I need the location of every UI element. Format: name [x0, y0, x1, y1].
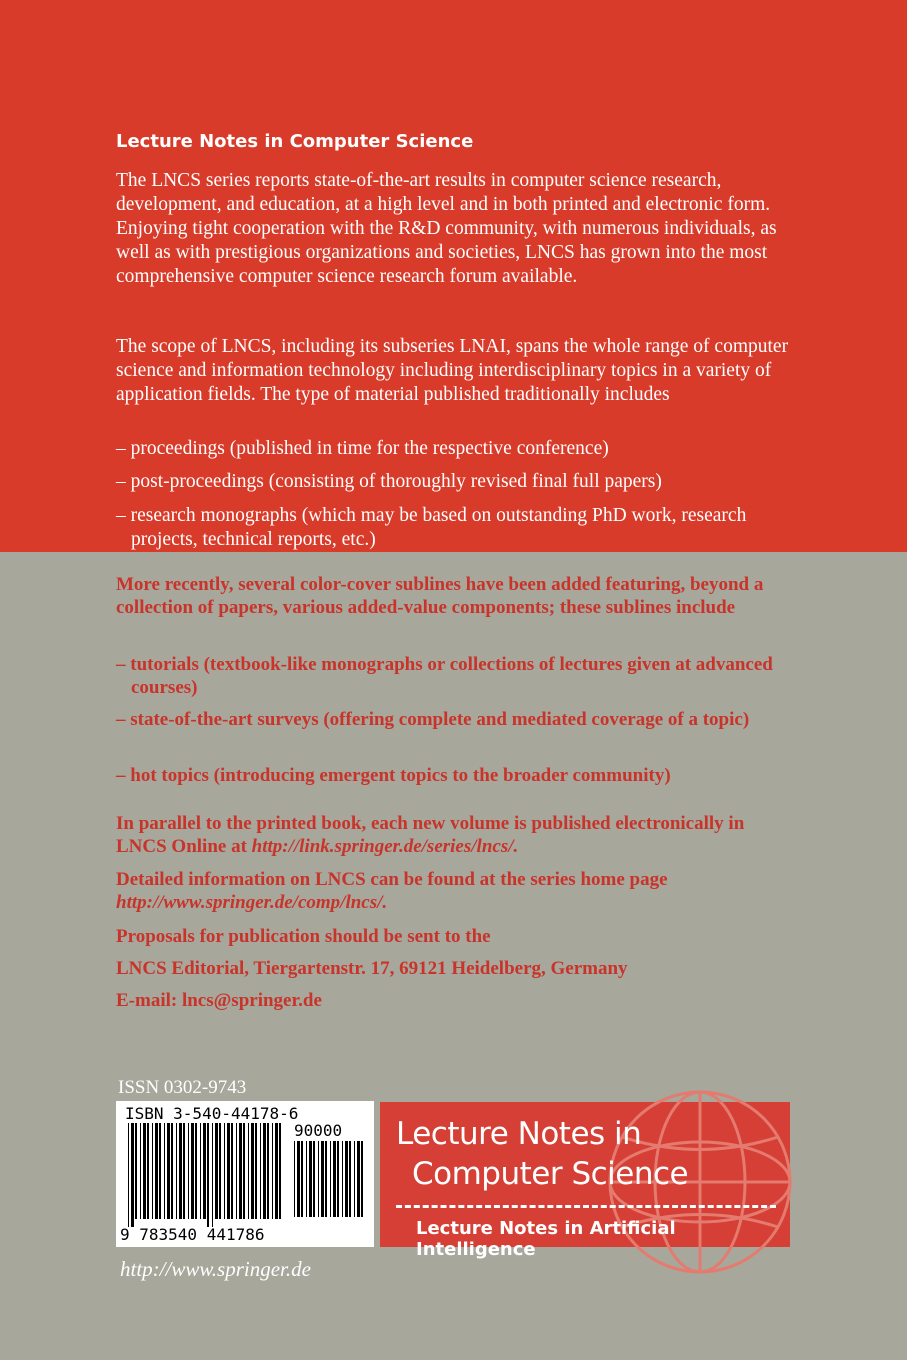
barcode-bar	[176, 1123, 177, 1219]
barcode-bar	[164, 1123, 165, 1219]
barcode-bar	[330, 1141, 331, 1217]
barcode-bar	[294, 1141, 295, 1217]
barcode-bar	[179, 1123, 182, 1219]
barcode-bar	[140, 1123, 141, 1219]
barcode-bar	[306, 1141, 307, 1217]
online-text: In parallel to the printed book, each new volume is published electronically in LNCS Online at	[116, 813, 745, 857]
barcode-bar	[325, 1141, 327, 1217]
publisher-url-link[interactable]: http://www.springer.de	[120, 1257, 311, 1281]
barcode-bar	[147, 1123, 149, 1219]
barcode-bar	[135, 1123, 137, 1219]
barcode-bar	[309, 1141, 312, 1217]
info-paragraph	[116, 868, 796, 914]
material-item-monographs: – research monographs (which may be based on outstanding PhD work, research projects, technical reports, etc.)	[116, 505, 747, 550]
barcode-bar	[260, 1123, 261, 1219]
barcode-bar	[243, 1123, 245, 1219]
subline-item-tutorials: – tutorials (textbook-like monographs or collections of lectures given at advanced courses)	[116, 654, 773, 698]
barcode-bar	[255, 1123, 257, 1219]
barcode-bar	[200, 1123, 201, 1219]
barcode-bar	[171, 1123, 173, 1219]
barcode-main-bars	[128, 1123, 286, 1227]
series-home-link[interactable]: http://www.springer.de/comp/lncs/.	[116, 892, 388, 913]
barcode-bar	[159, 1123, 161, 1219]
barcode-bar	[251, 1123, 254, 1219]
logo-dashed-divider	[396, 1205, 776, 1208]
barcode-bar	[188, 1123, 189, 1219]
barcode-bar	[215, 1123, 218, 1219]
barcode-bar	[131, 1123, 134, 1227]
barcode-bar	[354, 1141, 355, 1217]
issn-number: ISSN 0302-9743	[118, 1077, 247, 1098]
barcode-bar	[227, 1123, 230, 1219]
barcode-bar	[333, 1141, 336, 1217]
barcode-bar	[337, 1141, 339, 1217]
barcode-bar	[263, 1123, 266, 1219]
series-title: Lecture Notes in Computer Science	[116, 131, 474, 152]
barcode-bar	[207, 1123, 209, 1227]
logo-subtitle: Lecture Notes in Artificial Intelligence	[416, 1218, 676, 1260]
barcode-bar	[203, 1123, 206, 1219]
barcode-bar	[231, 1123, 233, 1219]
barcode-bar	[357, 1141, 360, 1217]
barcode-bar	[155, 1123, 158, 1219]
subline-item-surveys: – state-of-the-art surveys (offering complete and mediated coverage of a topic)	[116, 709, 750, 730]
barcode-bar	[236, 1123, 237, 1219]
barcode-bar	[267, 1123, 269, 1219]
barcode-bar	[272, 1123, 273, 1219]
barcode-bar	[342, 1141, 343, 1217]
lncs-logo	[380, 1102, 790, 1260]
barcode-bar	[224, 1123, 225, 1219]
barcode-bar	[313, 1141, 315, 1217]
barcode-bar	[191, 1123, 194, 1219]
barcode-bar	[349, 1141, 351, 1217]
barcode-bar	[297, 1141, 300, 1217]
barcode-bar	[239, 1123, 242, 1219]
proposals-text: Proposals for publication should be sent to the	[116, 926, 491, 947]
ean-digits: 9 783540 441786	[120, 1225, 265, 1244]
barcode-bar	[345, 1141, 348, 1217]
online-paragraph	[116, 812, 796, 858]
barcode-bar	[275, 1123, 278, 1219]
material-item-proceedings: – proceedings (published in time for the respective conference)	[116, 438, 609, 459]
logo-title-line1: Lecture Notes in	[396, 1116, 642, 1152]
barcode-bar	[143, 1123, 146, 1219]
barcode-bar	[212, 1123, 213, 1227]
barcode-bar	[318, 1141, 319, 1217]
barcode-bar	[219, 1123, 221, 1219]
barcode-bar	[248, 1123, 249, 1219]
barcode-bar	[128, 1123, 129, 1227]
barcode-bar	[321, 1141, 324, 1217]
scope-paragraph: The scope of LNCS, including its subseries LNAI, spans the whole range of computer science and information technology including interdisciplinary topics in a variety of application fields. The type of material published traditionally includes	[116, 336, 789, 405]
lncs-online-link[interactable]: http://link.springer.de/series/lncs/.	[251, 836, 519, 857]
barcode-bar	[167, 1123, 170, 1219]
barcode-bar	[152, 1123, 153, 1219]
editorial-address: LNCS Editorial, Tiergartenstr. 17, 69121 Heidelberg, Germany	[116, 958, 628, 979]
info-text: Detailed information on LNCS can be found at the series home page	[116, 869, 668, 890]
intro-paragraph: The LNCS series reports state-of-the-art results in computer science research, development, and education, at a high level and in both printed and electronic form. Enjoying tight cooperation with the R&D community, with numerous individuals, as well as with prestigious organizations and societies, LNCS has grown into the most comprehensive computer science research forum available.	[116, 170, 777, 287]
addon-label: 90000	[294, 1121, 343, 1140]
barcode-bar	[183, 1123, 185, 1219]
logo-title-line2: Computer Science	[412, 1156, 689, 1192]
barcode	[116, 1101, 374, 1247]
email-line: E-mail: lncs@springer.de	[116, 990, 322, 1011]
subline-item-hot-topics: – hot topics (introducing emergent topics to the broader community)	[116, 765, 671, 786]
barcode-addon-bars	[294, 1141, 368, 1225]
sublines-intro: More recently, several color-cover sublines have been added featuring, beyond a collection of papers, various added-value components; these sublines include	[116, 574, 764, 618]
barcode-bar	[301, 1141, 303, 1217]
barcode-bar	[279, 1123, 281, 1219]
isbn-label: ISBN 3-540-44178-6	[125, 1104, 299, 1123]
material-item-post-proceedings: – post-proceedings (consisting of thoroughly revised final full papers)	[116, 471, 662, 492]
barcode-bar	[195, 1123, 197, 1219]
barcode-bar	[361, 1141, 363, 1217]
